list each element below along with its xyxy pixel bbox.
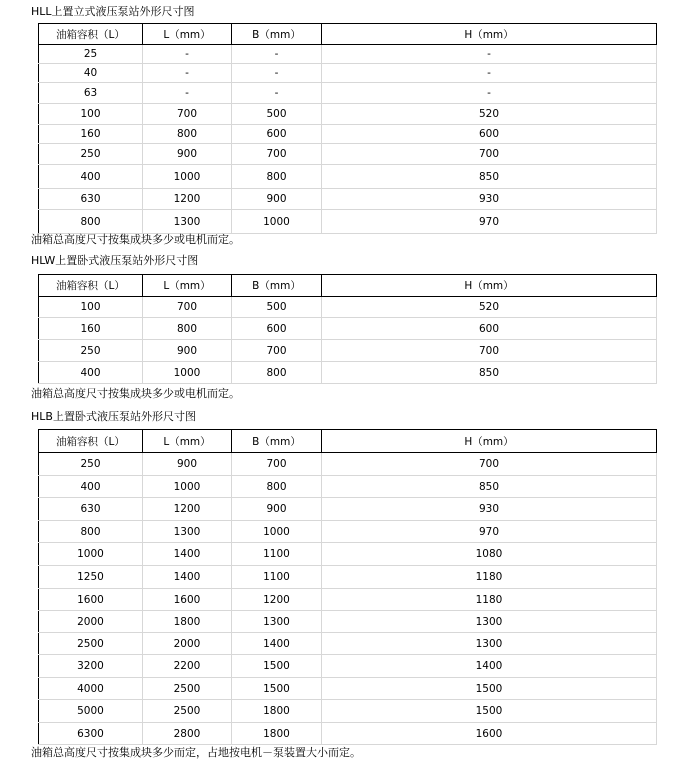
table-row [39,340,657,362]
table-cell: 800 [39,210,143,234]
table-cell: - [143,45,232,64]
column-header: 油箱容积（L） [39,275,143,297]
table-cell: 1400 [143,543,232,566]
table-cell: 1400 [322,655,657,678]
table-cell: - [322,45,657,64]
table-cell: - [232,45,322,64]
table-note: 油箱总高度尺寸按集成块多少或电机而定。 [31,387,240,400]
section-title: HLW上置卧式液压泵站外形尺寸图 [31,254,199,267]
column-header: B（mm） [232,275,322,297]
column-header: H（mm） [322,275,657,297]
table-cell: - [232,83,322,104]
table-cell: 700 [143,104,232,125]
table-cell: 700 [322,453,657,476]
table-cell: - [143,64,232,83]
table-cell: 160 [39,318,143,340]
table-cell: 630 [39,189,143,210]
table-cell: 1100 [232,543,322,566]
table-cell: 1600 [143,589,232,611]
table-cell: 900 [143,453,232,476]
table-cell: 600 [232,125,322,144]
table-cell: 850 [322,165,657,189]
table-row [39,589,657,611]
table-row [39,64,657,83]
table-cell: 1300 [143,210,232,234]
table-cell: 1000 [143,362,232,384]
table-cell: 1000 [232,210,322,234]
table-cell: 1180 [322,566,657,589]
table-cell: 100 [39,297,143,318]
table-cell: 2500 [143,700,232,723]
table-row [39,125,657,144]
table-cell: 700 [232,453,322,476]
table-cell: 2000 [39,611,143,633]
column-header: H（mm） [322,24,657,45]
table-cell: 520 [322,297,657,318]
table-cell: 160 [39,125,143,144]
table-row [39,655,657,678]
section-title: HLL上置立式液压泵站外形尺寸图 [31,5,195,18]
table-cell: 700 [322,340,657,362]
table-cell: 1000 [39,543,143,566]
table-cell: 600 [232,318,322,340]
table-header-row [39,275,657,297]
table-row [39,297,657,318]
table-cell: 2500 [143,678,232,700]
table-cell: 1200 [143,189,232,210]
table-row [39,453,657,476]
table-cell: 1300 [322,633,657,655]
table-cell: 100 [39,104,143,125]
table-cell: 400 [39,165,143,189]
table-row [39,566,657,589]
table-cell: 2200 [143,655,232,678]
table-cell: 1000 [143,165,232,189]
table-header-row [39,430,657,453]
column-header: 油箱容积（L） [39,24,143,45]
table-cell: 250 [39,453,143,476]
table-cell: 1300 [143,521,232,543]
table-cell: 1800 [232,700,322,723]
table-cell: 1800 [143,611,232,633]
table-cell: 250 [39,144,143,165]
table-row [39,83,657,104]
table-row [39,318,657,340]
table-cell: 1500 [232,678,322,700]
table-cell: 3200 [39,655,143,678]
table-cell: 1000 [232,521,322,543]
table-cell: 2500 [39,633,143,655]
table-cell: 1400 [232,633,322,655]
table-cell: 1400 [143,566,232,589]
table-cell: - [322,83,657,104]
table-cell: 1100 [232,566,322,589]
table-cell: - [232,64,322,83]
table-cell: 970 [322,210,657,234]
column-header: 油箱容积（L） [39,430,143,453]
table-cell: 1180 [322,589,657,611]
table-cell: 700 [322,144,657,165]
table-cell: 4000 [39,678,143,700]
table-cell: - [322,64,657,83]
table-cell: 900 [143,340,232,362]
table-row [39,210,657,234]
column-header: L（mm） [143,430,232,453]
table-cell: 1500 [322,700,657,723]
column-header: L（mm） [143,24,232,45]
table-row [39,189,657,210]
table-cell: 520 [322,104,657,125]
table-cell: 700 [143,297,232,318]
table-cell: 970 [322,521,657,543]
table-cell: 800 [232,165,322,189]
table-cell: 800 [143,125,232,144]
table-row [39,362,657,384]
table-cell: 250 [39,340,143,362]
table-row [39,104,657,125]
table-cell: 63 [39,83,143,104]
table-note: 油箱总高度尺寸按集成块多少或电机而定。 [31,233,240,246]
table-cell: 2000 [143,633,232,655]
table-header-row [39,24,657,45]
table-cell: 850 [322,362,657,384]
table-row [39,45,657,64]
table-row [39,633,657,655]
table-cell: 1600 [322,723,657,745]
table-cell: 1000 [143,476,232,498]
table-cell: 700 [232,144,322,165]
table-cell: 400 [39,476,143,498]
table-row [39,700,657,723]
table-cell: 1500 [322,678,657,700]
table-cell: 40 [39,64,143,83]
table-row [39,611,657,633]
table-cell: 5000 [39,700,143,723]
table-cell: 900 [143,144,232,165]
table-cell: 1200 [143,498,232,521]
table-cell: 600 [322,318,657,340]
table-cell: 1080 [322,543,657,566]
column-header: H（mm） [322,430,657,453]
table-row [39,165,657,189]
table-cell: 1500 [232,655,322,678]
table-cell: 6300 [39,723,143,745]
table-cell: 1200 [232,589,322,611]
table-row [39,723,657,745]
table-cell: 800 [143,318,232,340]
table-row [39,476,657,498]
table-cell: 1600 [39,589,143,611]
table-cell: 25 [39,45,143,64]
table-row [39,678,657,700]
table-cell: 800 [232,362,322,384]
table-cell: 1800 [232,723,322,745]
table-cell: 1250 [39,566,143,589]
table-cell: - [143,83,232,104]
table-cell: 500 [232,104,322,125]
table-cell: 1300 [232,611,322,633]
dimension-table [38,274,657,384]
table-row [39,521,657,543]
column-header: L（mm） [143,275,232,297]
column-header: B（mm） [232,24,322,45]
table-cell: 930 [322,498,657,521]
table-cell: 900 [232,189,322,210]
section-title: HLB上置卧式液压泵站外形尺寸图 [31,410,196,423]
table-note: 油箱总高度尺寸按集成块多少而定，占地按电机－泵装置大小而定。 [31,746,361,759]
column-header: B（mm） [232,430,322,453]
dimension-table [38,23,657,234]
table-cell: 800 [39,521,143,543]
table-cell: 850 [322,476,657,498]
table-cell: 700 [232,340,322,362]
table-row [39,144,657,165]
table-cell: 900 [232,498,322,521]
table-cell: 2800 [143,723,232,745]
table-cell: 600 [322,125,657,144]
table-cell: 500 [232,297,322,318]
dimension-table [38,429,657,745]
table-cell: 630 [39,498,143,521]
table-row [39,543,657,566]
table-cell: 1300 [322,611,657,633]
table-cell: 800 [232,476,322,498]
table-cell: 930 [322,189,657,210]
table-cell: 400 [39,362,143,384]
table-row [39,498,657,521]
